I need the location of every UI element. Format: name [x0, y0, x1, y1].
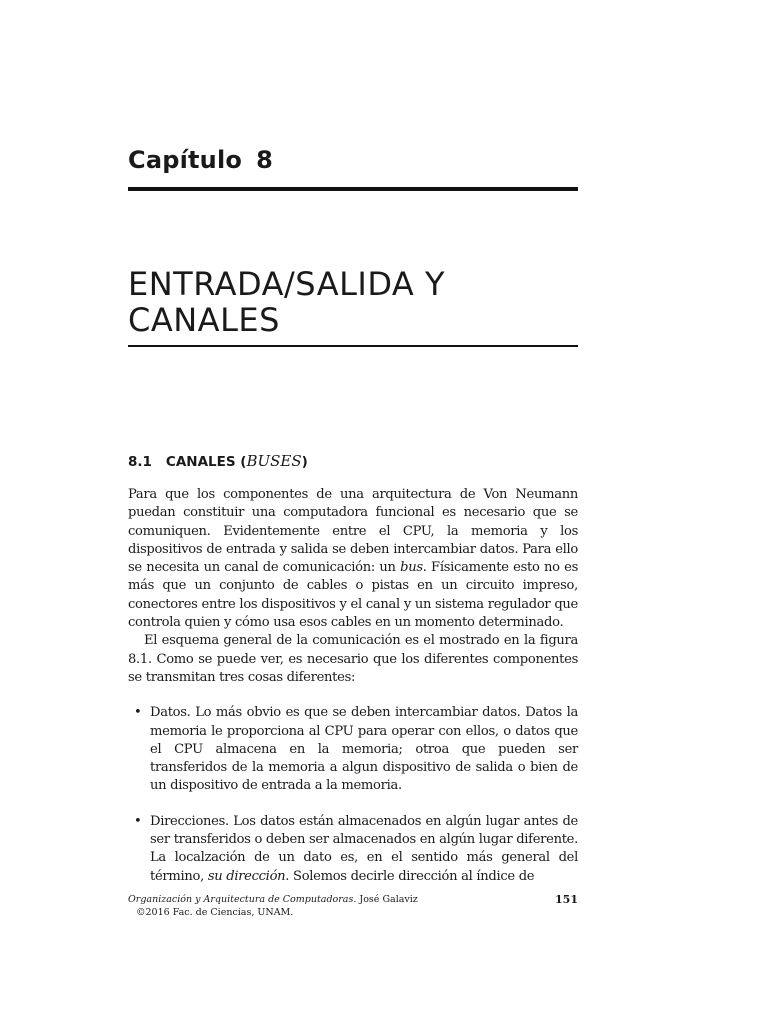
chapter-title: ENTRADA/SALIDA Y CANALES	[128, 265, 446, 339]
section-title-italic: BUSES	[246, 452, 302, 470]
bullet-1-text: Datos. Lo más obvio es que se deben intercambiar datos. Datos la memoria le proporciona al CPU para operar con ellos, o datos que el CPU almacena en la memoria; otroa que pueden ser transferidos de la memoria a algun dispositivo de salida o bien de un dispositivo de entrada a la memoria.	[150, 705, 578, 794]
page-footer	[128, 893, 578, 919]
footer-book-title: Organización y Arquitectura de Computadoras.	[128, 894, 357, 905]
section-title-close: )	[301, 454, 308, 470]
bullet-marker: •	[134, 705, 142, 721]
chapter-number: 8	[256, 146, 273, 174]
page-number: 151	[555, 893, 578, 906]
chapter-word: Capítulo	[128, 146, 243, 174]
chapter-rule-top	[128, 187, 578, 191]
chapter-label	[128, 146, 273, 174]
paragraph-2: El esquema general de la comunicación es el mostrado en la figura 8.1. Como se puede ver, es necesario que los diferentes componentes se transmitan tres cosas diferentes:	[128, 633, 578, 685]
paragraph-1-text-b: . Físicamente esto no es más que un conjunto de cables o pistas en un circuito impreso, conectores entre los dispositivos y el canal y un sistema regulador que controla quien y cómo usa esos cables en un momento determinado.	[128, 560, 579, 631]
bullet-list	[128, 704, 578, 886]
paragraph-1-italic: bus	[400, 560, 423, 576]
paragraph-1	[128, 486, 578, 632]
list-item	[128, 813, 578, 886]
list-item	[128, 704, 578, 795]
footer-citation	[128, 893, 578, 906]
section-number: 8.1	[128, 454, 152, 470]
footer-copyright: ©2016 Fac. de Ciencias, UNAM.	[136, 907, 294, 918]
body-text	[128, 486, 578, 886]
bullet-2-italic: su dirección	[207, 868, 286, 884]
chapter-rule-bottom	[128, 345, 578, 347]
bullet-2-text-a: Direcciones. Los datos están almacenados en algún lugar antes de ser transferidos o deben ser almacenados en algún lugar diferente. La localzación de un dato es, en el sentido más general del término,	[150, 813, 578, 884]
bullet-2-text-b: . Solemos decirle dirección al índice de	[285, 868, 535, 884]
footer-author: José Galaviz	[356, 894, 418, 905]
bullet-marker: •	[134, 813, 142, 829]
section-title: CANALES (	[165, 454, 247, 470]
section-heading	[128, 452, 308, 470]
paragraph-1-text-a: Para que los componentes de una arquitectura de Von Neumann puedan constituir una computadora funcional es necesario que se comuniquen. Evidentemente entre el CPU, la memoria y los dispositivos de entrada y salida se deben intercambiar datos. Para ello se necesita un canal de comunicación: un	[128, 487, 578, 576]
